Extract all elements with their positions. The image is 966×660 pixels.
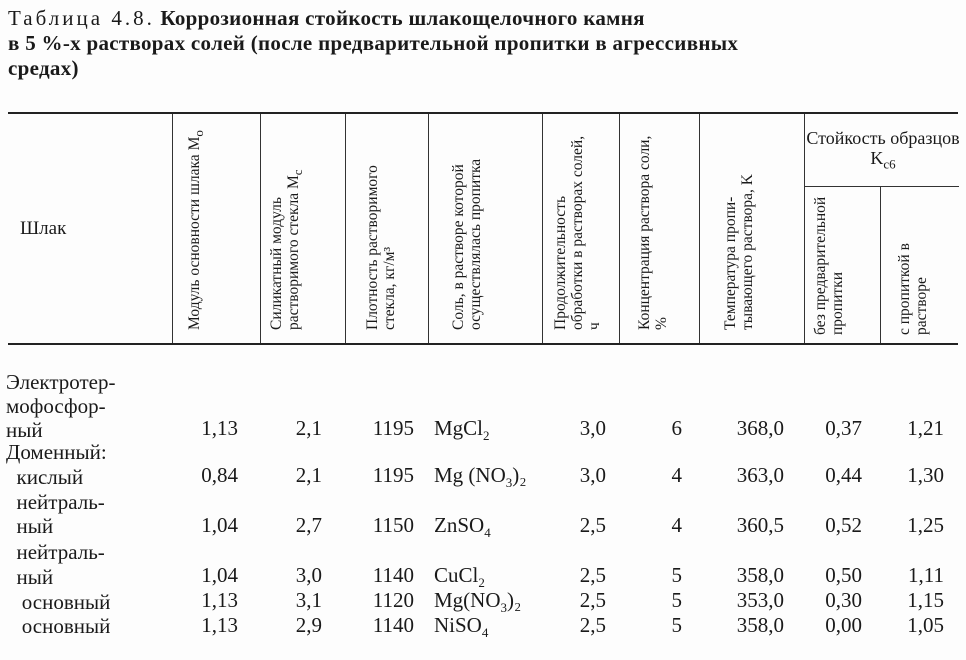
column-divider (428, 114, 429, 343)
slag-name-line: нейтраль- (6, 490, 105, 514)
cell-mo: 1,13 (201, 613, 238, 637)
cell-temp: 360,5 (736, 513, 784, 537)
cell-with: 1,21 (907, 416, 944, 440)
cell-conc: 5 (671, 588, 682, 612)
salt-formula-subscript: 4 (481, 625, 489, 641)
cell-density: 1150 (372, 513, 414, 537)
cell-mo: 0,84 (201, 463, 238, 487)
slag-name-line: кислый (6, 465, 84, 489)
cell-temp: 363,0 (736, 463, 784, 487)
header-silicate-sub: c (290, 169, 306, 176)
cell-mc: 2,9 (295, 613, 322, 637)
cell-hours: 2,5 (579, 588, 606, 612)
cell-temp: 358,0 (736, 563, 784, 587)
cell-mo: 1,13 (201, 416, 238, 440)
column-divider (804, 114, 805, 343)
cell-density: 1195 (372, 416, 414, 440)
cell-density: 1195 (372, 463, 414, 487)
cell-mc: 3,1 (295, 588, 322, 612)
header-density: Плотность растворимого стекла, кг/м³ (364, 165, 398, 330)
salt-formula-subscript: 3 (500, 600, 507, 616)
salt-formula: NiSO (434, 613, 482, 637)
cell-with: 1,25 (907, 513, 944, 537)
cell-mc: 2,1 (295, 463, 322, 487)
header-concentration: Концентрация раствора соли, % (636, 135, 670, 330)
cell-mo: 1,04 (201, 563, 238, 587)
column-divider (345, 114, 346, 343)
header-stability-sub: c (883, 156, 890, 172)
cell-density: 1120 (372, 588, 414, 612)
salt-formula-tail: )₂ (512, 463, 527, 487)
slag-name-line: Доменный: (6, 440, 107, 464)
header-without-impregnation: без предварительной пропитки (812, 196, 846, 335)
column-divider (172, 114, 173, 343)
cell-with: 1,05 (907, 613, 944, 637)
cell-temp: 358,0 (736, 613, 784, 637)
column-divider (260, 114, 261, 343)
cell-without: 0,00 (825, 613, 862, 637)
column-divider (619, 114, 620, 343)
salt-formula-subscript: 4 (484, 525, 491, 541)
cell-hours: 2,5 (579, 513, 606, 537)
header-stability-text: Стойкость образцов K (806, 128, 960, 168)
cell-conc: 6 (671, 416, 682, 440)
table-title (8, 6, 948, 81)
header-temperature: Температура пропитывающего раствора, K (722, 174, 756, 330)
title-line-1: Коррозионная стойкость шлакощелочного камня (160, 6, 645, 30)
header-stability-group (806, 128, 960, 175)
salt-formula: Mg(NO (434, 588, 501, 612)
slag-name-line: нейтраль- (6, 540, 105, 564)
cell-mc: 2,1 (295, 416, 322, 440)
salt-formula: ZnSO (434, 513, 485, 537)
header-bottom-rule (8, 343, 958, 345)
salt-formula-tail: )₂ (507, 588, 522, 612)
cell-mc: 2,7 (295, 513, 322, 537)
cell-mo: 1,13 (201, 588, 238, 612)
cell-salt (434, 416, 490, 448)
cell-hours: 3,0 (579, 463, 606, 487)
cell-without: 0,50 (825, 563, 862, 587)
cell-temp: 368,0 (736, 416, 784, 440)
cell-without: 0,44 (825, 463, 862, 487)
cell-without: 0,37 (825, 416, 862, 440)
cell-hours: 2,5 (579, 563, 606, 587)
cell-hours: 2,5 (579, 613, 606, 637)
title-line-2: в 5 %-х растворах солей (после предварительной пропитки в агрессивных (8, 31, 739, 55)
cell-conc: 4 (671, 513, 682, 537)
header-salt: Соль, в растворе которой осуществлялась пропитка (450, 158, 484, 330)
table-number: Таблица 4.8. (8, 6, 155, 30)
header-basicity-text: Модуль основности шлака M (186, 136, 203, 330)
header-silicate-modulus (268, 130, 306, 330)
salt-formula-subscript: 2 (478, 575, 485, 591)
slag-name-line: основный (6, 590, 111, 614)
cell-salt (434, 513, 491, 545)
slag-name-line: Электротер- (6, 370, 116, 394)
salt-formula: Mg (NO (434, 463, 506, 487)
header-basicity-modulus (186, 130, 207, 330)
cell-with: 1,11 (908, 563, 944, 587)
header-stability-sub2: 6 (889, 156, 896, 172)
cell-salt (434, 463, 527, 495)
slag-name-line: ный (6, 514, 54, 538)
header-silicate-text: Силикатный модуль растворимого стекла M (268, 175, 302, 330)
cell-conc: 5 (671, 613, 682, 637)
slag-name-line: ный (6, 565, 54, 589)
cell-without: 0,30 (825, 588, 862, 612)
slag-name-line: основный (6, 614, 111, 638)
cell-density: 1140 (372, 563, 414, 587)
column-divider (542, 114, 543, 343)
stability-subheader-rule (804, 186, 959, 187)
header-duration: Продолжительность обработки в растворах солей, ч (552, 135, 603, 330)
title-line-3: средах) (8, 56, 79, 80)
cell-mc: 3,0 (295, 563, 322, 587)
cell-with: 1,30 (907, 463, 944, 487)
salt-formula: CuCl (434, 563, 479, 587)
cell-without: 0,52 (825, 513, 862, 537)
cell-salt (434, 613, 488, 645)
salt-formula-subscript: 2 (483, 428, 490, 444)
cell-conc: 5 (671, 563, 682, 587)
header-top-rule (8, 112, 958, 114)
slag-name-line: мофосфор- (6, 394, 106, 418)
slag-name-line: ный (6, 418, 43, 442)
cell-with: 1,15 (907, 588, 944, 612)
cell-hours: 3,0 (579, 416, 606, 440)
cell-temp: 353,0 (736, 588, 784, 612)
header-with-impregnation: с пропиткой в растворе (896, 243, 930, 335)
cell-mo: 1,04 (201, 513, 238, 537)
column-divider (880, 187, 881, 343)
column-divider (699, 114, 700, 343)
cell-density: 1140 (372, 613, 414, 637)
header-basicity-sub: o (191, 130, 207, 137)
salt-formula-subscript: 3 (505, 475, 513, 491)
header-slag: Шлак (20, 218, 67, 239)
cell-conc: 4 (671, 463, 682, 487)
salt-formula: MgCl (434, 416, 484, 440)
